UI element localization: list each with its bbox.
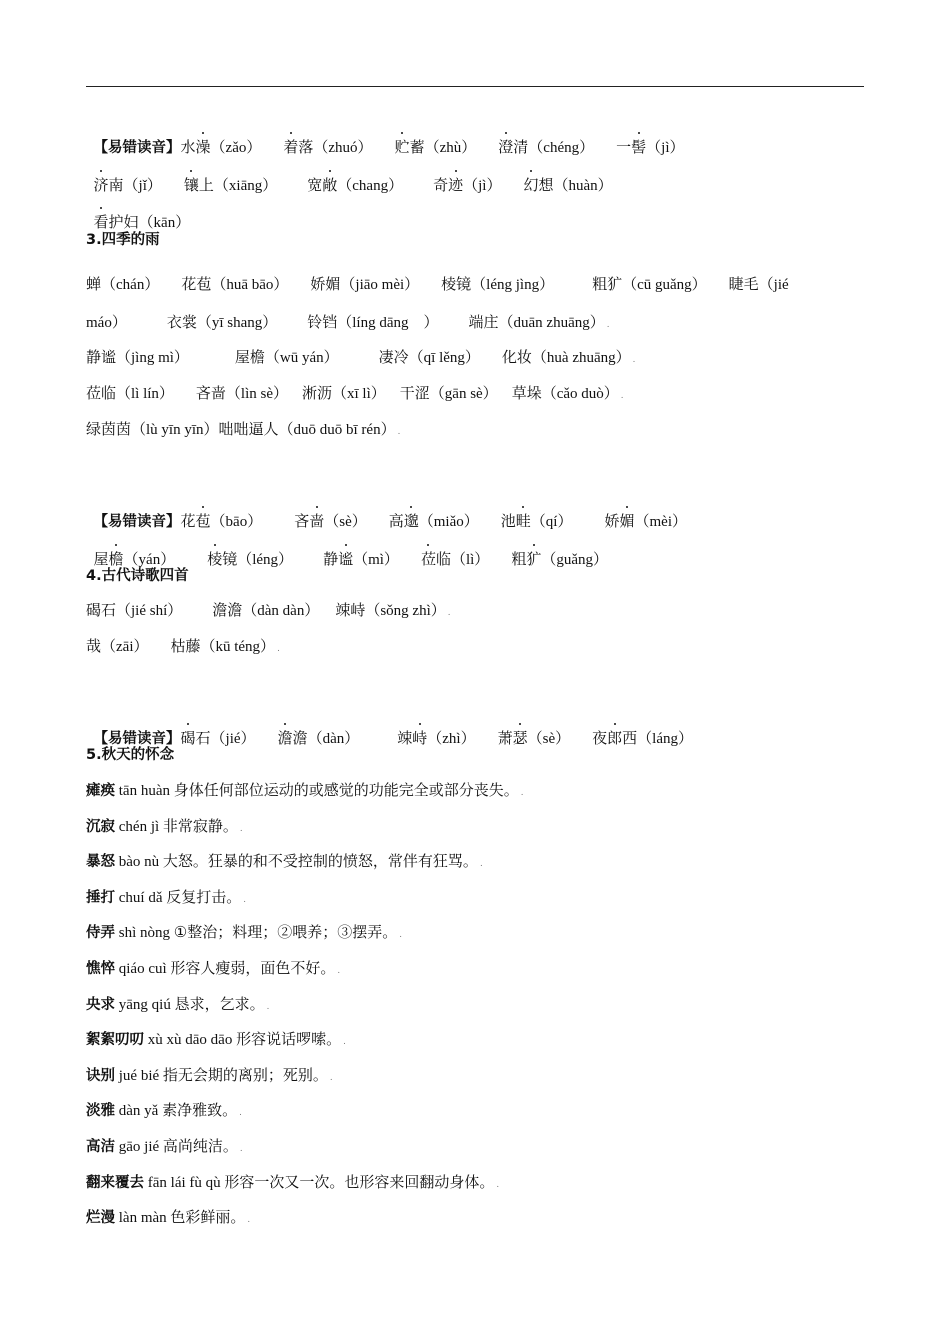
- trailing-mark: .: [264, 1000, 270, 1011]
- word-entry: 莅临（lì lín）: [86, 386, 174, 402]
- word-entry: 竦峙（sǒng zhì）: [335, 603, 446, 619]
- error-word: [181, 731, 256, 747]
- sec4-heading: 4.古代诗歌四首: [86, 568, 189, 584]
- word-entry: 睫毛（jié: [728, 277, 789, 293]
- vocab-pinyin: gāo jié: [118, 1139, 160, 1155]
- pinyin: （xiāng）: [213, 178, 278, 194]
- word-entry: 衣裳（yī shang）: [166, 315, 278, 331]
- vocab-definition: 恳求，乞求。: [174, 996, 265, 1013]
- vocab-pinyin: dàn yǎ: [118, 1103, 159, 1120]
- word-char: 想: [538, 178, 554, 194]
- error-word: [307, 178, 403, 194]
- error-word: [389, 514, 479, 530]
- vocab-entry: [86, 888, 246, 909]
- pinyin: （mì）: [353, 552, 399, 568]
- dotted-char: 啬: [309, 514, 325, 530]
- pinyin: （zhì）: [427, 731, 476, 747]
- pinyin: （sè）: [527, 731, 571, 747]
- dotted-char: 檐: [108, 552, 124, 568]
- dotted-char: 澹: [277, 731, 293, 747]
- sec3-line1: [86, 275, 789, 295]
- vocab-entry: [86, 959, 340, 980]
- dotted-char: 澄: [498, 140, 514, 156]
- pinyin: （lì）: [450, 552, 490, 568]
- vocab-entry: [86, 923, 402, 944]
- error-word: [278, 731, 360, 747]
- dotted-char: 莅: [420, 552, 436, 568]
- word-char: 护妇: [108, 215, 139, 231]
- word-char: 西: [622, 731, 638, 747]
- vocab-definition: ①整治；料理；②喂养；③摆弄。: [173, 925, 398, 942]
- word-entry: 凄冷（qī lěng）: [378, 350, 480, 366]
- word-char: 镜: [222, 552, 238, 568]
- vocab-entry: [86, 1137, 242, 1158]
- vocab-word: 瘫痪: [86, 783, 115, 799]
- vocab-entry: [86, 781, 523, 802]
- word-char: 落: [298, 140, 314, 156]
- error-word: [604, 514, 687, 530]
- dotted-char: 犷: [526, 552, 542, 568]
- trailing-mark: .: [604, 319, 610, 329]
- sec3-line3: [86, 348, 635, 369]
- vocab-word: 捶打: [86, 889, 115, 906]
- dotted-char: 髻: [631, 140, 647, 156]
- word-entry: 澹澹（dàn dàn）: [212, 603, 320, 619]
- vocab-pinyin: xù xù dāo dāo: [147, 1032, 233, 1049]
- vocab-word: 诀别: [86, 1067, 115, 1084]
- vocab-entry: [86, 1101, 242, 1122]
- vocab-definition: 高尚纯洁。: [162, 1139, 238, 1155]
- word-char: 蓄: [409, 140, 425, 156]
- error-word: [511, 552, 608, 568]
- dotted-char: 邈: [403, 514, 419, 530]
- vocab-definition: 形容一次又一次。也形容来回翻动身体。: [224, 1174, 495, 1191]
- word-entry: 草垛（cǎo duò）: [511, 386, 619, 402]
- dotted-char: 看: [93, 215, 109, 231]
- pinyin: （yán）: [123, 552, 176, 568]
- word-char: 池: [500, 514, 516, 530]
- word-entry: 碣石（jié shí）: [86, 603, 183, 619]
- vocab-entry: [86, 995, 269, 1016]
- vocab-word: 烂漫: [86, 1210, 115, 1227]
- word-char: 水: [180, 140, 196, 156]
- error-word: [501, 514, 573, 530]
- dotted-char: 峙: [412, 731, 428, 747]
- word-entry: 棱镜（léng jìng）: [441, 277, 555, 293]
- dotted-char: 碣: [180, 731, 196, 747]
- dotted-char: 幻: [523, 178, 539, 194]
- pinyin: （zǎo）: [210, 140, 262, 156]
- dotted-char: 瑟: [512, 731, 528, 747]
- pinyin: （zhù）: [424, 140, 477, 156]
- vocab-word: 央求: [86, 996, 115, 1013]
- pinyin: （qí）: [530, 514, 573, 530]
- sec4-line2: [86, 637, 280, 658]
- trailing-mark: .: [335, 965, 340, 975]
- vocab-pinyin: bào nù: [118, 854, 160, 871]
- sec4-errors-line1: [86, 709, 693, 749]
- word-char: 一: [616, 140, 632, 156]
- word-char: 静: [323, 552, 339, 568]
- pinyin: （bāo）: [210, 514, 263, 530]
- vocab-pinyin: làn màn: [118, 1210, 167, 1227]
- vocab-pinyin: fān lái fù qù: [147, 1174, 221, 1191]
- error-word: [498, 731, 571, 747]
- trailing-mark: .: [618, 390, 624, 400]
- vocab-definition: 素净雅致。: [162, 1103, 238, 1120]
- error-word: [592, 731, 693, 747]
- pinyin: （sè）: [324, 514, 367, 530]
- pinyin: （jǐ）: [123, 178, 162, 194]
- pinyin: （huàn）: [553, 178, 613, 194]
- dotted-char: 苞: [195, 514, 211, 530]
- trailing-mark: .: [237, 1143, 243, 1153]
- word-entry: 静谧（jìng mì）: [86, 350, 189, 366]
- dotted-char: 贮: [394, 140, 410, 156]
- pinyin: （dàn）: [307, 731, 360, 747]
- sec4-line1: [86, 601, 450, 622]
- word-entry: 屋檐（wū yán）: [234, 350, 339, 366]
- pinyin: （chang）: [337, 178, 404, 194]
- error-word: [395, 140, 477, 156]
- vocab-definition: 指无会期的离别；死别。: [162, 1067, 328, 1084]
- trailing-mark: .: [237, 822, 243, 833]
- pinyin: （láng）: [637, 731, 693, 747]
- dotted-char: 澡: [195, 140, 211, 156]
- word-char: 临: [435, 552, 451, 568]
- pinyin: （jì）: [646, 140, 685, 156]
- vocab-definition: 形容人瘦弱，面色不好。: [170, 961, 336, 977]
- pinyin: （mèi）: [634, 514, 687, 530]
- vocab-word: 翻来覆去: [86, 1174, 144, 1191]
- vocab-word: 高洁: [86, 1139, 115, 1155]
- sec3-line2: [86, 313, 609, 334]
- sec5-heading: 5.秋天的怀念: [86, 747, 175, 763]
- word-char: 竦: [397, 731, 413, 747]
- word-entry: 粗犷（cū guǎng）: [592, 277, 707, 293]
- vocab-word: 絮絮叨叨: [86, 1032, 144, 1049]
- trailing-mark: .: [341, 1036, 346, 1047]
- vocab-pinyin: chén jì: [118, 818, 160, 835]
- error-label: 【易错读音】: [93, 514, 181, 530]
- vocab-word: 暴怒: [86, 854, 115, 871]
- trailing-mark: .: [237, 1107, 242, 1118]
- word-char: 石: [195, 731, 211, 747]
- vocab-definition: 大怒。狂暴的和不受控制的愤怒，常伴有狂骂。: [162, 854, 478, 871]
- vocab-entry: [86, 1066, 332, 1087]
- word-entry: máo）: [86, 315, 127, 331]
- error-word: [294, 514, 367, 530]
- error-word: [94, 178, 162, 194]
- trailing-mark: .: [395, 426, 401, 436]
- error-word: [94, 215, 191, 231]
- trailing-mark: .: [275, 643, 280, 653]
- word-char: 高: [388, 514, 404, 530]
- sec2-errors-line2: [86, 156, 613, 196]
- sec3-errors-line2: [86, 530, 608, 570]
- pinyin: （kān）: [138, 215, 191, 231]
- vocab-pinyin: tān huàn: [118, 783, 170, 799]
- word-entry: 哉（zāi）: [86, 639, 149, 655]
- error-word: [523, 178, 612, 194]
- word-char: 清: [513, 140, 529, 156]
- error-word: [323, 552, 399, 568]
- vocab-entry: [86, 1208, 250, 1229]
- word-char: 萧: [497, 731, 513, 747]
- vocab-entry: [86, 817, 242, 838]
- vocab-entry: [86, 852, 482, 873]
- word-char: 吝: [294, 514, 310, 530]
- vocab-pinyin: jué bié: [118, 1067, 160, 1084]
- pinyin: （léng）: [237, 552, 294, 568]
- error-word: [181, 514, 263, 530]
- vocab-entry: [86, 1173, 499, 1194]
- dotted-char: 畦: [515, 514, 531, 530]
- word-char: 粗: [511, 552, 527, 568]
- pinyin: （jié）: [210, 731, 256, 747]
- trailing-mark: .: [477, 858, 483, 869]
- word-entry: 化妆（huà zhuāng）: [501, 350, 631, 366]
- word-entry: 娇媚（jiāo mèi）: [310, 277, 420, 293]
- sec3-heading: 3.四季的雨: [86, 232, 160, 248]
- word-char: 娇: [604, 514, 620, 530]
- word-char: 澹: [292, 731, 308, 747]
- error-word: [498, 140, 594, 156]
- dotted-char: 着: [283, 140, 299, 156]
- header-rule: [86, 86, 864, 87]
- vocab-definition: 反复打击。: [166, 889, 242, 906]
- error-word: [397, 731, 475, 747]
- word-char: 花: [180, 514, 196, 530]
- trailing-mark: .: [241, 893, 246, 904]
- dotted-char: 迹: [448, 178, 464, 194]
- word-char: 夜: [592, 731, 608, 747]
- sec2-errors-line3: [86, 193, 190, 233]
- vocab-pinyin: yāng qiú: [118, 996, 171, 1013]
- trailing-mark: .: [518, 787, 524, 797]
- vocab-pinyin: chuí dǎ: [118, 889, 163, 906]
- dotted-char: 媚: [619, 514, 635, 530]
- error-label: 【易错读音】: [93, 731, 181, 747]
- word-entry: 花苞（huā bāo）: [181, 277, 289, 293]
- word-entry: 端庄（duān zhuāng）: [468, 315, 605, 331]
- pinyin: （guǎng）: [541, 552, 609, 568]
- word-char: 奇: [433, 178, 449, 194]
- sec2-errors-line1: [86, 118, 685, 158]
- word-char: 宽: [307, 178, 323, 194]
- error-label: 【易错读音】: [93, 140, 181, 156]
- word-entry: 吝啬（lìn sè）: [195, 386, 289, 402]
- dotted-char: 郎: [607, 731, 623, 747]
- vocab-word: 淡雅: [86, 1103, 115, 1120]
- vocab-pinyin: qiáo cuì: [118, 961, 167, 977]
- vocab-entry: [86, 1030, 346, 1051]
- vocab-word: 侍弄: [86, 925, 115, 942]
- trailing-mark: .: [630, 354, 636, 364]
- pinyin: （zhuó）: [313, 140, 373, 156]
- trailing-mark: .: [445, 607, 451, 617]
- word-entry: 枯藤（kū téng）: [170, 639, 276, 655]
- word-entry: 淅沥（xī lì）: [302, 386, 386, 402]
- word-char: 屋: [93, 552, 109, 568]
- dotted-char: 敞: [322, 178, 338, 194]
- trailing-mark: .: [327, 1071, 333, 1082]
- word-entry: 干涩（gān sè）: [399, 386, 498, 402]
- error-word: [616, 140, 684, 156]
- word-char: 南: [108, 178, 124, 194]
- trailing-mark: .: [494, 1178, 499, 1189]
- trailing-mark: .: [245, 1214, 250, 1225]
- vocab-definition: 身体任何部位运动的或感觉的功能完全或部分丧失。: [173, 783, 519, 799]
- trailing-mark: .: [397, 929, 402, 940]
- dotted-char: 济: [93, 178, 109, 194]
- word-char: 上: [198, 178, 214, 194]
- sec3-line5: [86, 420, 400, 441]
- vocab-pinyin: shì nòng: [118, 925, 171, 942]
- error-word: [207, 552, 293, 568]
- sec3-errors-line1: [86, 492, 687, 532]
- dotted-char: 谧: [338, 552, 354, 568]
- vocab-definition: 色彩鲜丽。: [170, 1210, 246, 1227]
- pinyin: （chéng）: [528, 140, 595, 156]
- pinyin: （miǎo）: [418, 514, 479, 530]
- dotted-char: 镶: [183, 178, 199, 194]
- pinyin: （jì）: [463, 178, 502, 194]
- error-word: [283, 140, 372, 156]
- error-word: [433, 178, 501, 194]
- word-entry: 绿茵茵（lù yīn yīn）咄咄逼人（duō duō bī rén）: [86, 422, 396, 438]
- error-word: [421, 552, 489, 568]
- sec3-line4: [86, 384, 623, 405]
- vocab-word: 憔悴: [86, 961, 115, 977]
- dotted-char: 棱: [207, 552, 223, 568]
- error-word: [181, 140, 262, 156]
- error-word: [184, 178, 277, 194]
- vocab-definition: 形容说话啰嗦。: [236, 1032, 342, 1049]
- vocab-word: 沉寂: [86, 818, 115, 835]
- word-entry: 蝉（chán）: [86, 277, 160, 293]
- word-entry: 铃铛（líng dāng ）: [307, 315, 439, 331]
- vocab-definition: 非常寂静。: [162, 818, 238, 835]
